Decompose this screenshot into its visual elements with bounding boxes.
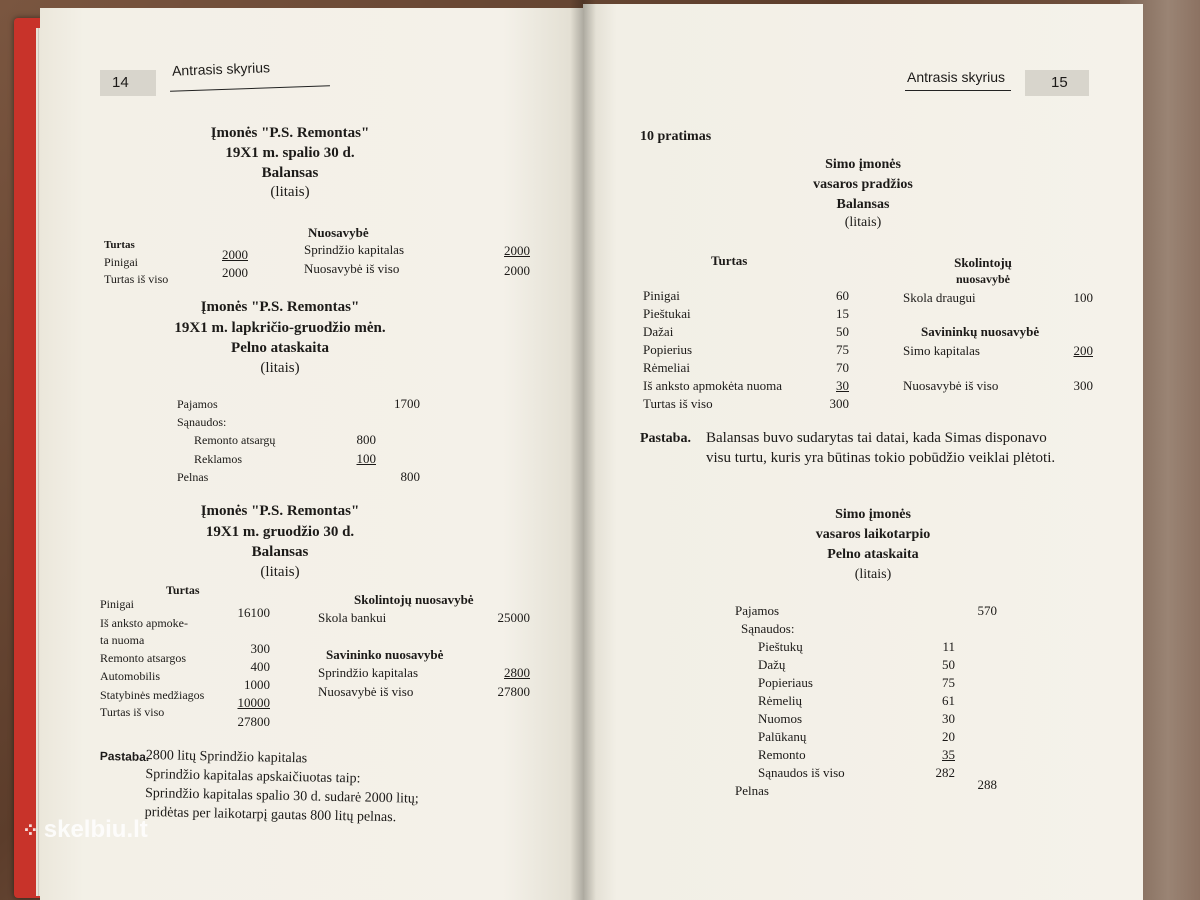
right-note-line-2: visu turtu, kuris yra būtinas tokio pobūdžio veiklai plėtoti. xyxy=(706,450,1056,466)
book-gutter xyxy=(570,0,596,900)
simo-asset-pencils-label: Pieštukai xyxy=(643,306,691,321)
balance-2-capital-label: Sprindžio kapitalas xyxy=(318,665,419,680)
simo-asset-paint-value: 50 xyxy=(836,324,849,339)
simo-expense-pencils-label: Pieštukų xyxy=(758,639,803,654)
income-profit-label: Pelnas xyxy=(177,470,209,484)
simo-total-assets-value: 300 xyxy=(829,396,849,411)
simo-expense-frames-value: 61 xyxy=(942,693,955,708)
simo-asset-cash-value: 60 xyxy=(836,288,849,303)
balance-1-capital-label: Sprindžio kapitalas xyxy=(304,242,405,257)
header-rule-right xyxy=(905,90,1011,91)
simo-capital-value: 200 xyxy=(1073,343,1093,358)
chapter-header: Antrasis skyrius xyxy=(171,59,271,79)
balance-2-title-date: 19X1 m. gruodžio 30 d. xyxy=(205,524,355,540)
balance-2-asset-prepaid-value: 300 xyxy=(250,641,270,656)
balance-2-asset-materials-label: Statybinės medžiagos xyxy=(100,688,205,702)
watermark xyxy=(22,816,148,844)
left-note-line-1: 2800 litų Sprindžio kapitalas xyxy=(145,747,308,767)
simo-asset-frames-label: Rėmeliai xyxy=(643,360,690,375)
simo-asset-pencils-value: 15 xyxy=(836,306,849,321)
left-note xyxy=(99,747,540,826)
simo-owner-heading: Savininkų nuosavybė xyxy=(921,324,1040,339)
watermark-text: skelbiu.lt xyxy=(43,816,148,843)
simo-assets-heading: Turtas xyxy=(711,253,748,268)
simo-expense-repair-value: 35 xyxy=(942,747,955,762)
income-expense-advert-value: 100 xyxy=(356,451,376,466)
balance-1-total-equity-label: Nuosavybė iš viso xyxy=(304,261,400,276)
simo-liab-label: Skola draugui xyxy=(903,290,976,305)
balance-2-total-equity-label: Nuosavybė iš viso xyxy=(318,684,414,699)
simo-profit-label: Pelnas xyxy=(735,783,769,798)
balance-1-cash-label: Pinigai xyxy=(104,255,139,269)
simo-expense-paint-value: 50 xyxy=(942,657,955,672)
simo-revenue-label: Pajamos xyxy=(735,603,780,618)
simo-expense-rent-label: Nuomos xyxy=(758,711,803,726)
income-expenses-label: Sąnaudos: xyxy=(177,415,227,429)
page-number: 14 xyxy=(112,74,129,91)
simo-expense-paper-value: 75 xyxy=(942,675,955,690)
balance-2-asset-prepaid-label-2: ta nuoma xyxy=(100,633,145,647)
simo-asset-paper-value: 75 xyxy=(836,342,849,357)
simo-asset-paint-label: Dažai xyxy=(643,324,674,339)
simo-expenses-label: Sąnaudos: xyxy=(741,621,795,636)
simo-income-title-type: Pelno ataskaita xyxy=(827,547,919,562)
balance-1-total-assets-label: Turtas iš viso xyxy=(104,272,169,286)
simo-expenses-total-label: Sąnaudos iš viso xyxy=(758,765,845,780)
balance-2-liab-label: Skola bankui xyxy=(318,610,387,625)
income-expense-advert-label: Reklamos xyxy=(194,452,242,466)
balance-2-asset-supplies-value: 400 xyxy=(250,659,270,674)
balance-2-asset-car-value: 1000 xyxy=(244,677,270,692)
simo-balance-title-period: vasaros pradžios xyxy=(813,177,913,192)
balance-2-title-company: Įmonės "P.S. Remontas" xyxy=(200,503,360,519)
simo-income-title-company: Simo įmonės xyxy=(835,507,911,522)
balance-2-asset-supplies-label: Remonto atsargos xyxy=(100,651,187,665)
right-note-label: Pastaba. xyxy=(640,431,691,446)
balance-2-asset-cash-value: 16100 xyxy=(237,605,270,620)
simo-expense-paint-label: Dažų xyxy=(758,657,786,672)
income-revenue-label: Pajamos xyxy=(177,397,218,411)
balance-2-title-unit: (litais) xyxy=(260,564,300,580)
balance-2-asset-prepaid-label: Iš anksto apmoke- xyxy=(100,616,188,630)
balance-1-assets-heading: Turtas xyxy=(104,239,135,251)
income-title-type: Pelno ataskaita xyxy=(231,340,329,356)
simo-asset-paper-label: Popierius xyxy=(643,342,693,357)
simo-balance-title-type: Balansas xyxy=(836,197,890,212)
simo-balance-title-unit: (litais) xyxy=(844,215,882,230)
simo-asset-prepaid-value: 30 xyxy=(836,378,849,393)
simo-income-title-unit: (litais) xyxy=(854,567,892,582)
simo-expense-interest-label: Palūkanų xyxy=(758,729,807,744)
page-number-right: 15 xyxy=(1051,74,1068,91)
simo-total-equity-label: Nuosavybė iš viso xyxy=(903,378,999,393)
simo-expense-pencils-value: 11 xyxy=(942,639,955,654)
simo-asset-prepaid-label: Iš anksto apmokėta nuoma xyxy=(643,378,782,393)
simo-balance-title-company: Simo įmonės xyxy=(825,157,901,172)
left-note-line-2: Sprindžio kapitalas apskaičiuotas taip: xyxy=(145,766,361,787)
income-title-period: 19X1 m. lapkričio-gruodžio mėn. xyxy=(174,320,386,336)
simo-total-equity-value: 300 xyxy=(1073,378,1093,393)
balance-2-total-assets-label: Turtas iš viso xyxy=(100,705,165,719)
balance-1-title-date: 19X1 m. spalio 30 d. xyxy=(225,145,355,161)
balance-2-asset-materials-value: 10000 xyxy=(237,695,270,710)
simo-expense-frames-label: Rėmelių xyxy=(758,693,803,708)
left-note-label: Pastaba. xyxy=(99,748,150,765)
balance-1-title-company: Įmonės "P.S. Remontas" xyxy=(210,125,370,141)
left-page xyxy=(40,8,585,900)
income-expense-supplies-value: 800 xyxy=(356,432,376,447)
balance-2-owner-heading: Savininko nuosavybė xyxy=(326,647,444,662)
balance-2-total-equity-value: 27800 xyxy=(497,684,530,699)
right-page xyxy=(583,4,1143,900)
right-note-line-1: Balansas buvo sudarytas tai datai, kada Simas disponavo xyxy=(706,430,1047,446)
simo-expense-repair-label: Remonto xyxy=(758,747,806,762)
simo-liab-heading: Skolintojų xyxy=(954,255,1012,270)
simo-total-assets-label: Turtas iš viso xyxy=(643,396,713,411)
balance-2-capital-value: 2800 xyxy=(504,665,530,680)
simo-expense-paper-label: Popieriaus xyxy=(758,675,813,690)
income-title-unit: (litais) xyxy=(260,360,300,376)
simo-expense-rent-value: 30 xyxy=(942,711,955,726)
simo-capital-label: Simo kapitalas xyxy=(903,343,980,358)
left-note-line-3: Sprindžio kapitalas spalio 30 d. sudarė 2000 litų; xyxy=(144,785,419,807)
balance-2-assets-heading: Turtas xyxy=(166,583,200,597)
balance-2-title-type: Balansas xyxy=(251,544,309,560)
simo-profit-value: 288 xyxy=(977,777,997,792)
left-note-line-4: pridėtas per laikotarpį gautas 800 litų pelnas. xyxy=(144,804,397,826)
watermark-logo-icon: ⁘ xyxy=(22,820,40,842)
simo-liab-heading-2: nuosavybė xyxy=(955,272,1011,286)
simo-income-title-period: vasaros laikotarpio xyxy=(815,527,931,542)
simo-expenses-total-value: 282 xyxy=(935,765,955,780)
balance-2-asset-car-label: Automobilis xyxy=(100,669,161,683)
income-profit-value: 800 xyxy=(400,469,420,484)
balance-1-cash-value: 2000 xyxy=(222,247,248,262)
balance-1-title-type: Balansas xyxy=(261,165,319,181)
simo-expense-interest-value: 20 xyxy=(942,729,955,744)
simo-asset-cash-label: Pinigai xyxy=(643,288,680,303)
simo-asset-frames-value: 70 xyxy=(836,360,849,375)
balance-1-capital-value: 2000 xyxy=(504,243,530,258)
balance-2-liab-value: 25000 xyxy=(497,610,530,625)
balance-1-total-assets-value: 2000 xyxy=(222,265,248,280)
header-rule xyxy=(170,85,330,92)
balance-2-liab-heading: Skolintojų nuosavybė xyxy=(354,592,474,607)
balance-2-total-assets-value: 27800 xyxy=(237,714,270,729)
chapter-header-right: Antrasis skyrius xyxy=(907,69,1006,85)
balance-1-total-equity-value: 2000 xyxy=(504,263,530,278)
exercise-title: 10 pratimas xyxy=(640,129,712,144)
balance-1-equity-heading: Nuosavybė xyxy=(308,225,369,240)
income-title-company: Įmonės "P.S. Remontas" xyxy=(200,299,360,315)
simo-liab-value: 100 xyxy=(1073,290,1093,305)
balance-1-title-unit: (litais) xyxy=(270,184,310,200)
income-revenue-value: 1700 xyxy=(394,396,420,411)
simo-revenue-value: 570 xyxy=(977,603,997,618)
income-expense-supplies-label: Remonto atsargų xyxy=(194,433,276,447)
balance-2-asset-cash-label: Pinigai xyxy=(100,597,135,611)
